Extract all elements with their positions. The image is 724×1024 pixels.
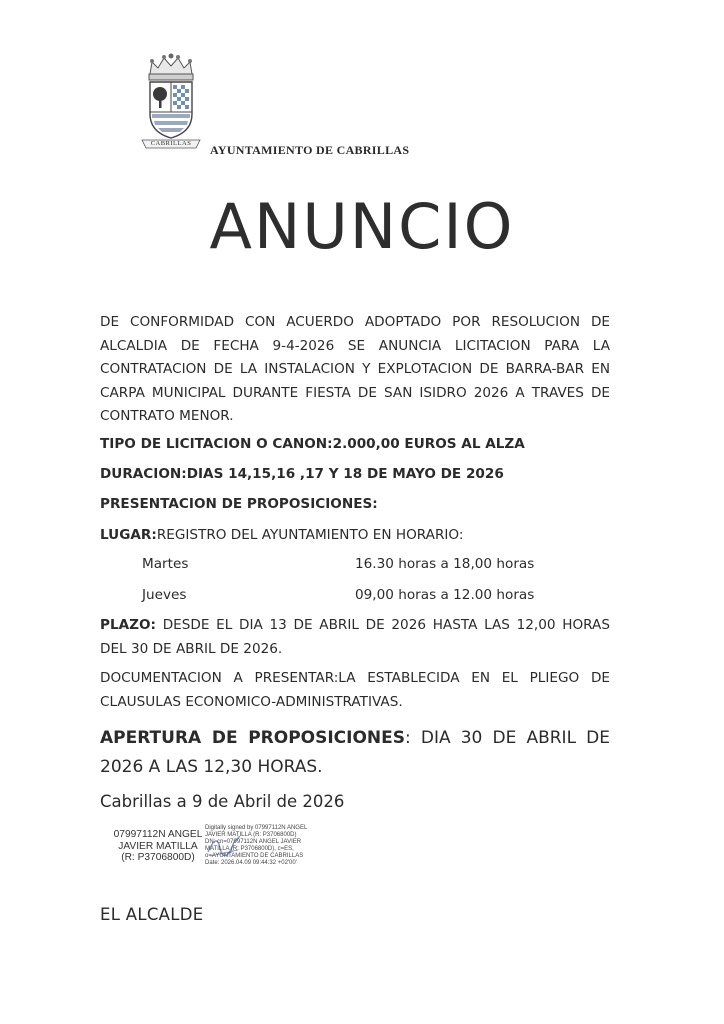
plazo-paragraph	[100, 614, 610, 661]
apertura-paragraph	[100, 724, 610, 782]
duracion-label: DURACION:	[100, 466, 187, 482]
mayor-title: EL ALCALDE	[100, 905, 204, 924]
schedule-day: Jueves	[142, 587, 187, 603]
presentacion-heading-text: PRESENTACION DE PROPOSICIONES:	[100, 496, 378, 512]
schedule-time: 16.30 horas a 18,00 horas	[355, 556, 535, 572]
plazo-value: DESDE EL DIA 13 DE ABRIL DE 2026 HASTA LAS 12,00 HORAS DEL 30 DE ABRIL DE 2026.	[100, 617, 610, 657]
duracion-value: DIAS 14,15,16 ,17 Y 18 DE MAYO DE 2026	[186, 466, 504, 482]
tipo-value: 2.000,00 EUROS AL ALZA	[332, 436, 525, 452]
signature-details: Digitally signed by 07997112N ANGEL JAVIER MATILLA (R: P3706800D) DN: cn=07997112N ANGEL JAVIER MATILLA (R: P3706800D), c=ES, o=AYUNTAMIENTO DE CABRILLAS Date: 2026.04.09 09:44:32 +02'00'	[205, 825, 308, 866]
lugar-line	[100, 524, 620, 547]
schedule-time: 09,00 horas a 12.00 horas	[355, 587, 535, 603]
duracion-line	[100, 463, 620, 486]
apertura-label: APERTURA DE PROPOSICIONES	[100, 728, 406, 748]
tipo-line	[100, 433, 620, 456]
signer-name: 07997112N ANGEL JAVIER MATILLA (R: P3706800D)	[113, 829, 203, 863]
presentacion-heading	[100, 493, 620, 516]
intro-paragraph: DE CONFORMIDAD CON ACUERDO ADOPTADO POR RESOLUCION DE ALCALDIA DE FECHA 9-4-2026 SE ANUNCIA LICITACION PARA LA CONTRATACION DE LA INSTALACION Y EXPLOTACION DE BARRA-BAR EN CARPA MUNICIPAL DURANTE FIESTA DE SAN ISIDRO 2026 A TRAVES DE CONTRATO MENOR.	[100, 314, 610, 424]
lugar-value: REGISTRO DEL AYUNTAMIENTO EN HORARIO:	[156, 527, 464, 543]
documentacion-paragraph: DOCUMENTACION A PRESENTAR:LA ESTABLECIDA EN EL PLIEGO DE CLAUSULAS ECONOMICO-ADMINISTRATIVAS.	[100, 670, 610, 710]
page-title: ANUNCIO	[209, 190, 515, 263]
schedule-day: Martes	[142, 556, 189, 572]
tipo-label: TIPO DE LICITACION O CANON:	[100, 436, 333, 452]
place-date: Cabrillas a 9 de Abril de 2026	[100, 792, 345, 811]
coat-of-arms-icon	[140, 52, 202, 152]
organization-name: AYUNTAMIENTO DE CABRILLAS	[210, 143, 410, 157]
crest-banner-text: CABRILLAS	[150, 140, 192, 147]
lugar-label: LUGAR:	[100, 527, 157, 543]
plazo-label: PLAZO:	[100, 617, 156, 633]
apertura-value: : DIA 30 DE ABRIL DE 2026 A LAS 12,30 HORAS.	[100, 728, 610, 777]
